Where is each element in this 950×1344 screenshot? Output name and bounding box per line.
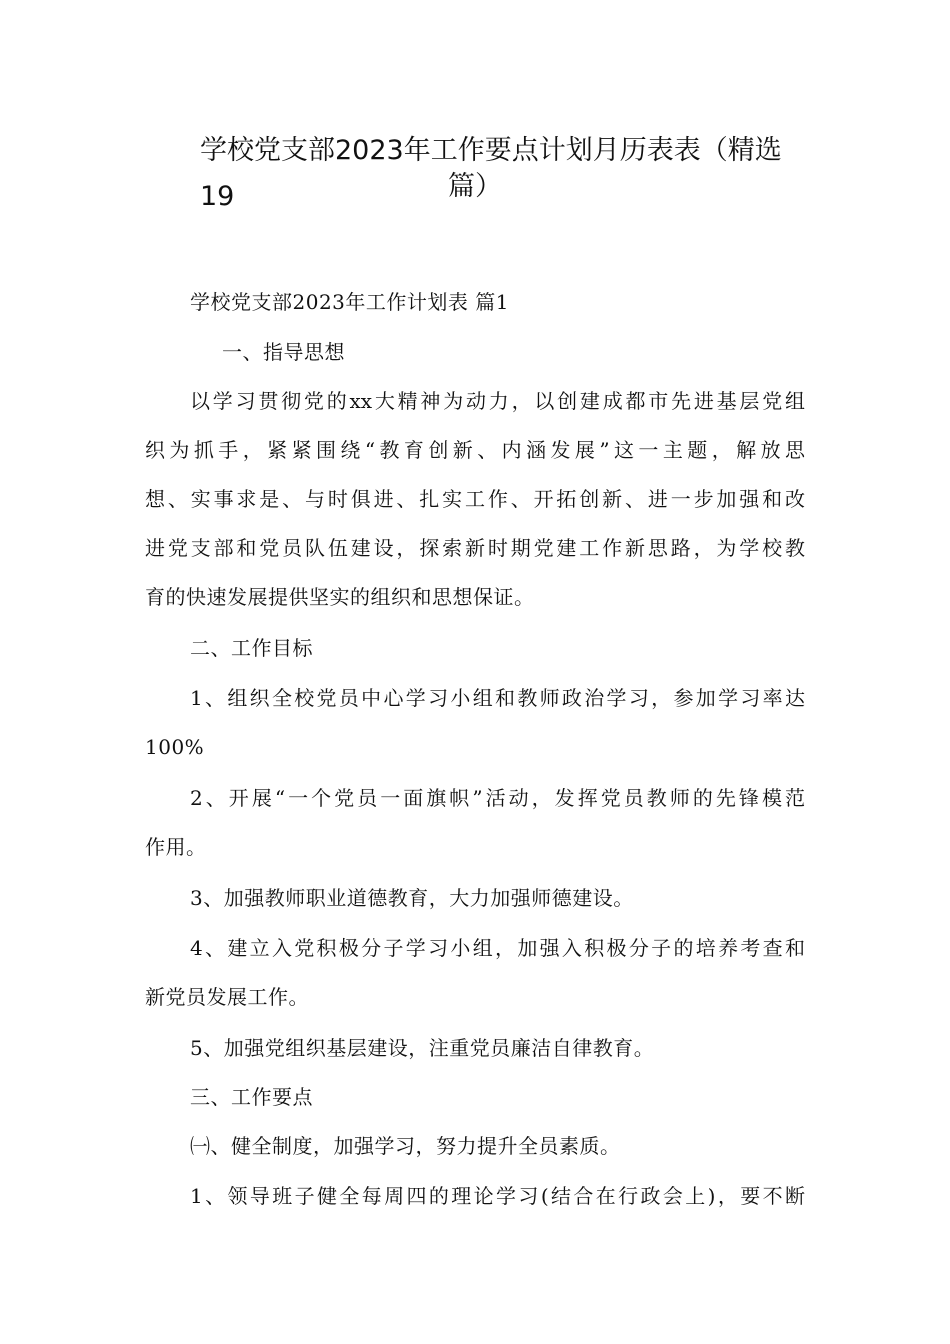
- section-heading: 学校党支部2023年工作计划表 篇1: [190, 290, 509, 314]
- list-item-line: 1、组织全校党员中心学习小组和教师政治学习，参加学习率达: [190, 686, 805, 710]
- list-item-line: 5、加强党组织基层建设，注重党员廉洁自律教育。: [190, 1036, 655, 1060]
- list-item-line: 新党员发展工作。: [145, 985, 309, 1009]
- heading-work-goals: 二、工作目标: [190, 636, 313, 660]
- heading-guiding-ideology: 一、指导思想: [222, 340, 345, 364]
- heading-work-points: 三、工作要点: [190, 1085, 313, 1109]
- paragraph-line: 进党支部和党员队伍建设，探索新时期党建工作新思路，为学校教: [145, 536, 805, 560]
- paragraph-line: 想、实事求是、与时俱进、扎实工作、开拓创新、进一步加强和改: [145, 487, 805, 511]
- document-title-line-1: 学校党支部2023年工作要点计划月历表表（精选19: [200, 135, 782, 212]
- list-item-line: 2、开展“一个党员一面旗帜”活动，发挥党员教师的先锋模范: [190, 786, 805, 810]
- list-item-line: 作用。: [145, 835, 207, 859]
- list-item-line: 4、建立入党积极分子学习小组，加强入积极分子的培养考查和: [190, 936, 805, 960]
- document-title-line-2: 篇）: [448, 171, 502, 202]
- paragraph-line: 以学习贯彻党的xx大精神为动力，以创建成都市先进基层党组: [190, 389, 805, 413]
- paragraph-line: 育的快速发展提供坚实的组织和思想保证。: [145, 585, 535, 609]
- list-item-line: 1、领导班子健全每周四的理论学习(结合在行政会上)，要不断: [190, 1184, 805, 1208]
- subheading-line: ㈠、健全制度，加强学习，努力提升全员素质。: [190, 1134, 621, 1158]
- list-item-line: 3、加强教师职业道德教育，大力加强师德建设。: [190, 886, 634, 910]
- paragraph-line: 织为抓手，紧紧围绕“教育创新、内涵发展”这一主题，解放思: [145, 438, 805, 462]
- list-item-line: 100%: [145, 735, 205, 759]
